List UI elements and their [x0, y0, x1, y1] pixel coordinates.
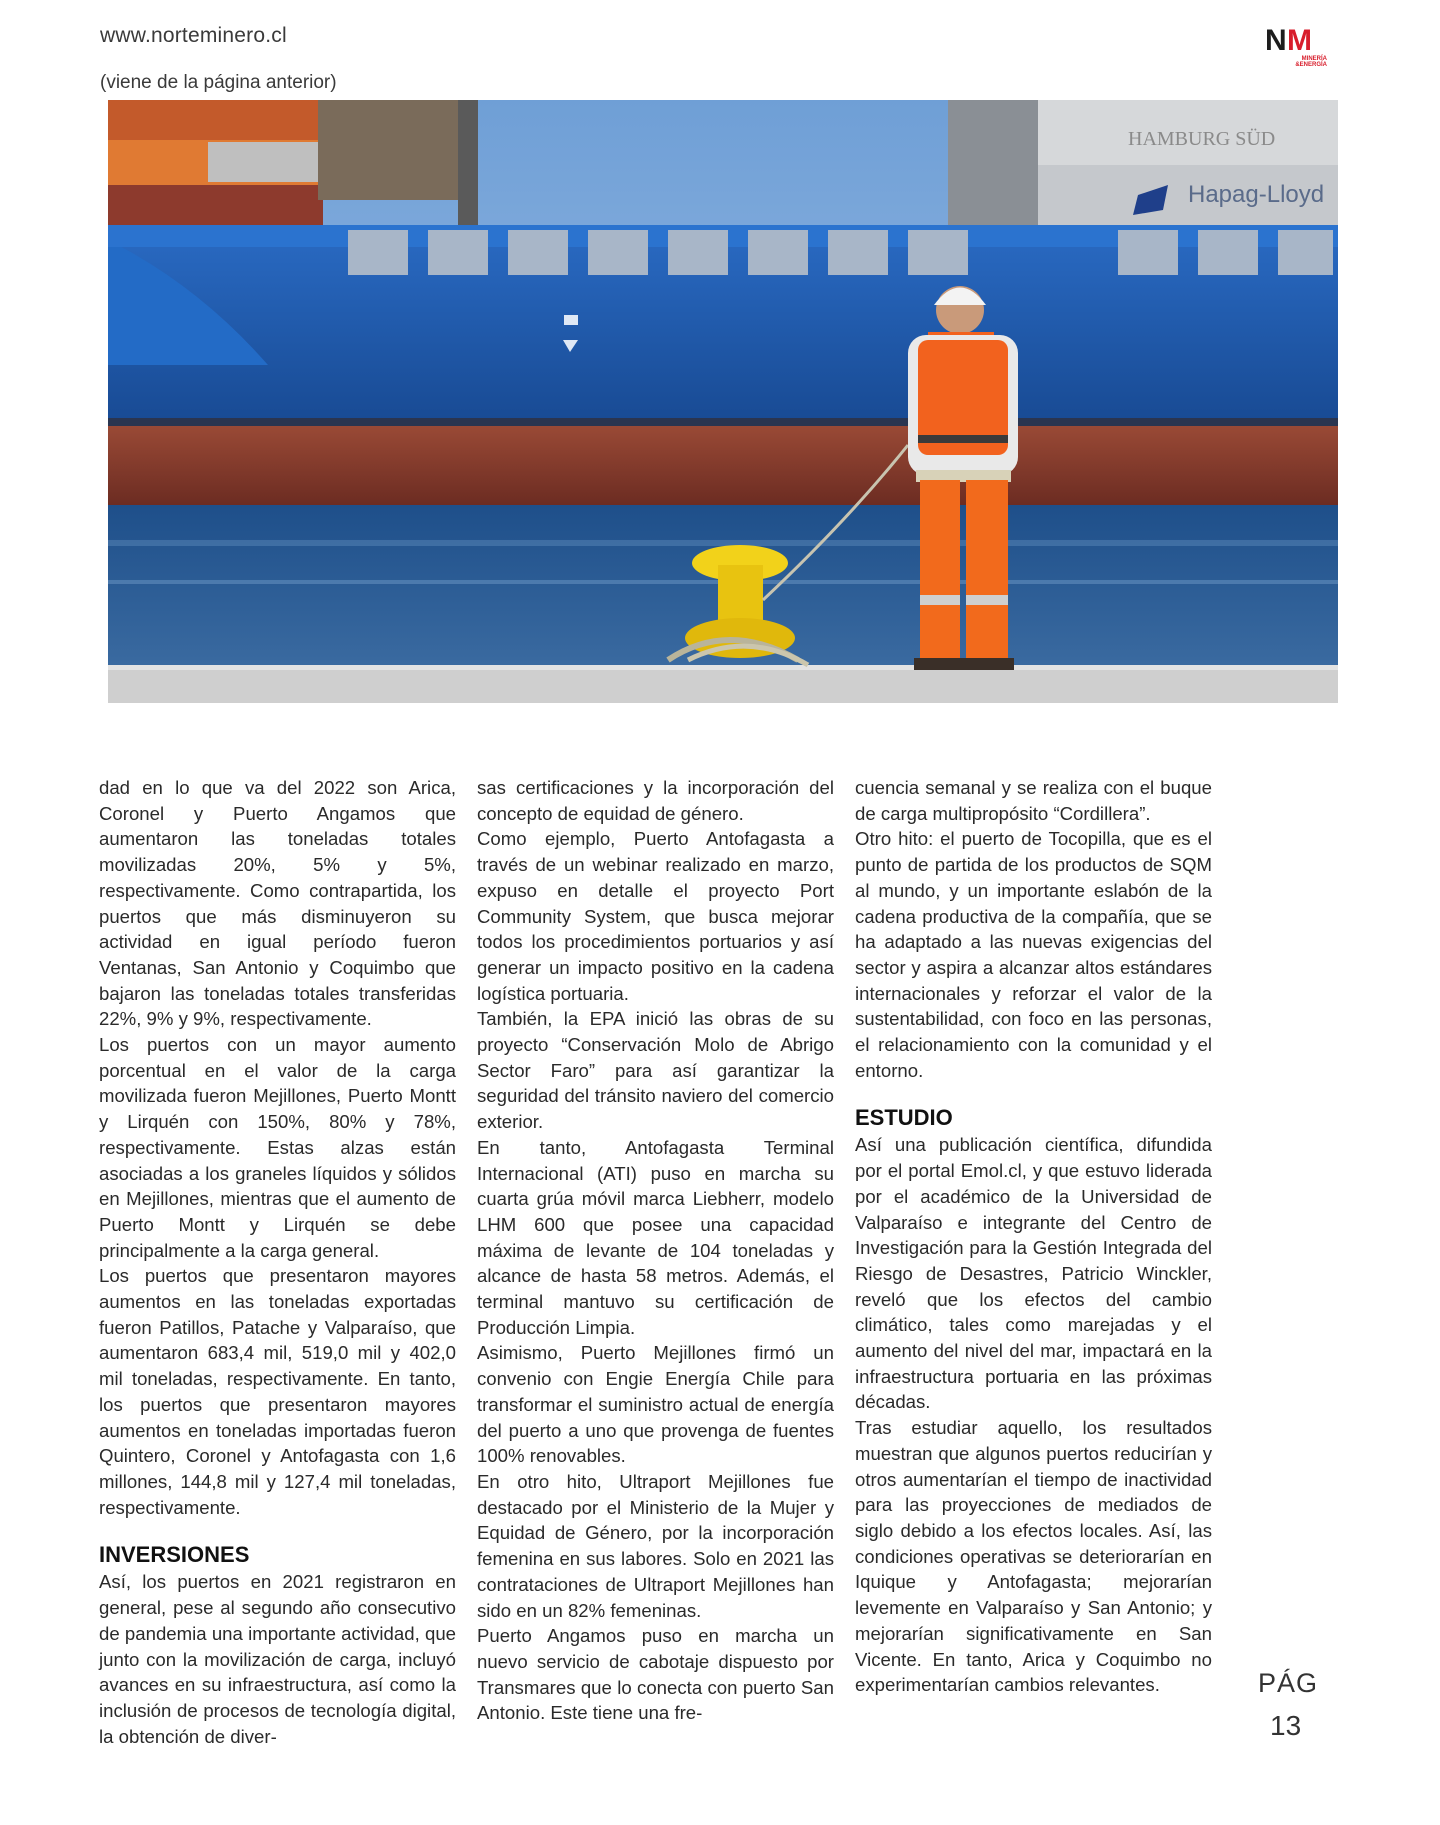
paragraph: Los puertos con un mayor aumento porcentual en el valor de la carga movilizada fueron Mejillones, Puerto Montt y Lirquén con 150%, 80% y 78%, respectivamente. Estas alzas están asociadas a los graneles líquidos y sólidos en Mejillones, mientras que el aumento de Puerto Montt y Lirquén se debe principalmente a la carga general. — [99, 1034, 456, 1261]
paragraph: Como ejemplo, Puerto Antofagasta a través de un webinar realizado en marzo, expuso en detalle el proyecto Port Community System, que busca mejorar todos los procedimientos portuarios y así generar un impacto positivo en la cadena logística portuaria. — [477, 828, 834, 1004]
article-column-2 — [477, 775, 834, 1726]
site-url[interactable]: www.norteminero.cl — [100, 24, 287, 47]
paragraph: sas certificaciones y la incorporación del concepto de equidad de género. — [477, 777, 834, 824]
paragraph: Así, los puertos en 2021 registraron en general, pese al segundo año consecutivo de pandemia una importante actividad, que junto con la movilización de carga, incluyó avances en su infraestructura, así como la inclusión de procesos de tecnología digital, la obtención de diver- — [99, 1571, 456, 1747]
section-heading-inversiones: INVERSIONES — [99, 1542, 250, 1568]
article-column-1 — [99, 775, 456, 1749]
paragraph: Los puertos que presentaron mayores aumentos en las toneladas exportadas fueron Patillos, Patache y Valparaíso, que aumentaron 683,4 mil, 519,0 mil y 402,0 mil toneladas, respectivamente. En tanto, los puertos que presentaron mayores aumentos en toneladas importadas fueron Quintero, Coronel y Antofagasta con 1,6 millones, 144,8 mil y 127,4 mil toneladas, respectivamente. — [99, 1265, 456, 1518]
paragraph: Asimismo, Puerto Mejillones firmó un convenio con Engie Energía Chile para transformar el suministro actual de energía del puerto a uno que provenga de fuentes 100% renovables. — [477, 1342, 834, 1467]
continued-note: (viene de la página anterior) — [100, 72, 337, 93]
paragraph: Así una publicación científica, difundida por el portal Emol.cl, y que estuvo liderada por el académico de la Universidad de Valparaíso e integrante del Centro de Investigación para la Gestión Integrada del Riesgo de Desastres, Patricio Winckler, reveló que los efectos del cambio climático, tales como marejadas y el aumento del nivel del mar, impactará en la infraestructura portuaria en las próximas décadas. — [855, 1134, 1212, 1413]
nm-logo: N M MINERÍA &ENERGÍA — [1265, 24, 1327, 68]
paragraph: En tanto, Antofagasta Terminal Internacional (ATI) puso en marcha su cuarta grúa móvil marca Liebherr, modelo LHM 600 que posee una capacidad máxima de levante de 104 toneladas y alcance de hasta 58 metros. Además, el terminal mantuvo su certificación de Producción Limpia. — [477, 1136, 834, 1338]
paragraph: cuencia semanal y se realiza con el buque de carga multipropósito “Cordillera”. — [855, 777, 1212, 824]
page-number: 13 — [1270, 1710, 1302, 1741]
paragraph: dad en lo que va del 2022 son Arica, Coronel y Puerto Angamos que aumentaron las toneladas totales movilizadas 20%, 5% y 5%, respectivamente. Como contrapartida, los puertos que más disminuyeron su actividad en igual período fueron Ventanas, San Antonio y Coquimbo que bajaron las toneladas totales transferidas 22%, 9% y 9%, respectivamente. — [99, 777, 456, 1030]
paragraph: En otro hito, Ultraport Mejillones fue destacado por el Ministerio de la Mujer y Equidad de Género, por la incorporación femenina en sus labores. Solo en 2021 las contrataciones de Ultraport Mejillones han sido en un 82% femeninas. — [477, 1470, 834, 1621]
port-worker-mooring-illustration — [108, 100, 1338, 703]
container-text-1: HAMBURG SÜD — [1128, 128, 1276, 150]
article-column-3 — [855, 775, 1212, 1698]
paragraph: Puerto Angamos puso en marcha un nuevo servicio de cabotaje dispuesto por Transmares que lo conecta con puerto San Antonio. Este tiene una fre- — [477, 1625, 834, 1724]
page-label: PÁG — [1258, 1668, 1319, 1698]
paragraph: También, la EPA inició las obras de su proyecto “Conservación Molo de Abrigo Sector Faro” para así garantizar la seguridad del tránsito naviero del comercio exterior. — [477, 1008, 834, 1133]
paragraph: Otro hito: el puerto de Tocopilla, que es el punto de partida de los productos de SQM al mundo, y un importante eslabón de la cadena productiva de la compañía, que se ha adaptado a las nuevas exigencias del sector y aspira a alcanzar altos estándares internacionales y reforzar el valor de la sustentabilidad, con foco en las personas, el relacionamiento con la comunidad y el entorno. — [855, 828, 1212, 1081]
section-heading-estudio: ESTUDIO — [855, 1105, 953, 1131]
container-text-2: Hapag-Lloyd — [1188, 181, 1325, 208]
paragraph: Tras estudiar aquello, los resultados muestran que algunos puertos reducirían y otros aumentarían el tiempo de inactividad para las proyecciones de mediados de siglo debido a los efectos locales. Así, las condiciones operativas se deteriorarían en Iquique y Antofagasta; mejorarían levemente en Valparaíso y San Antonio; y mejorarían significativamente en San Vicente. En tanto, Arica y Coquimbo no experimentarían cambios relevantes. — [855, 1417, 1212, 1696]
port-worker-photo — [108, 100, 1338, 703]
